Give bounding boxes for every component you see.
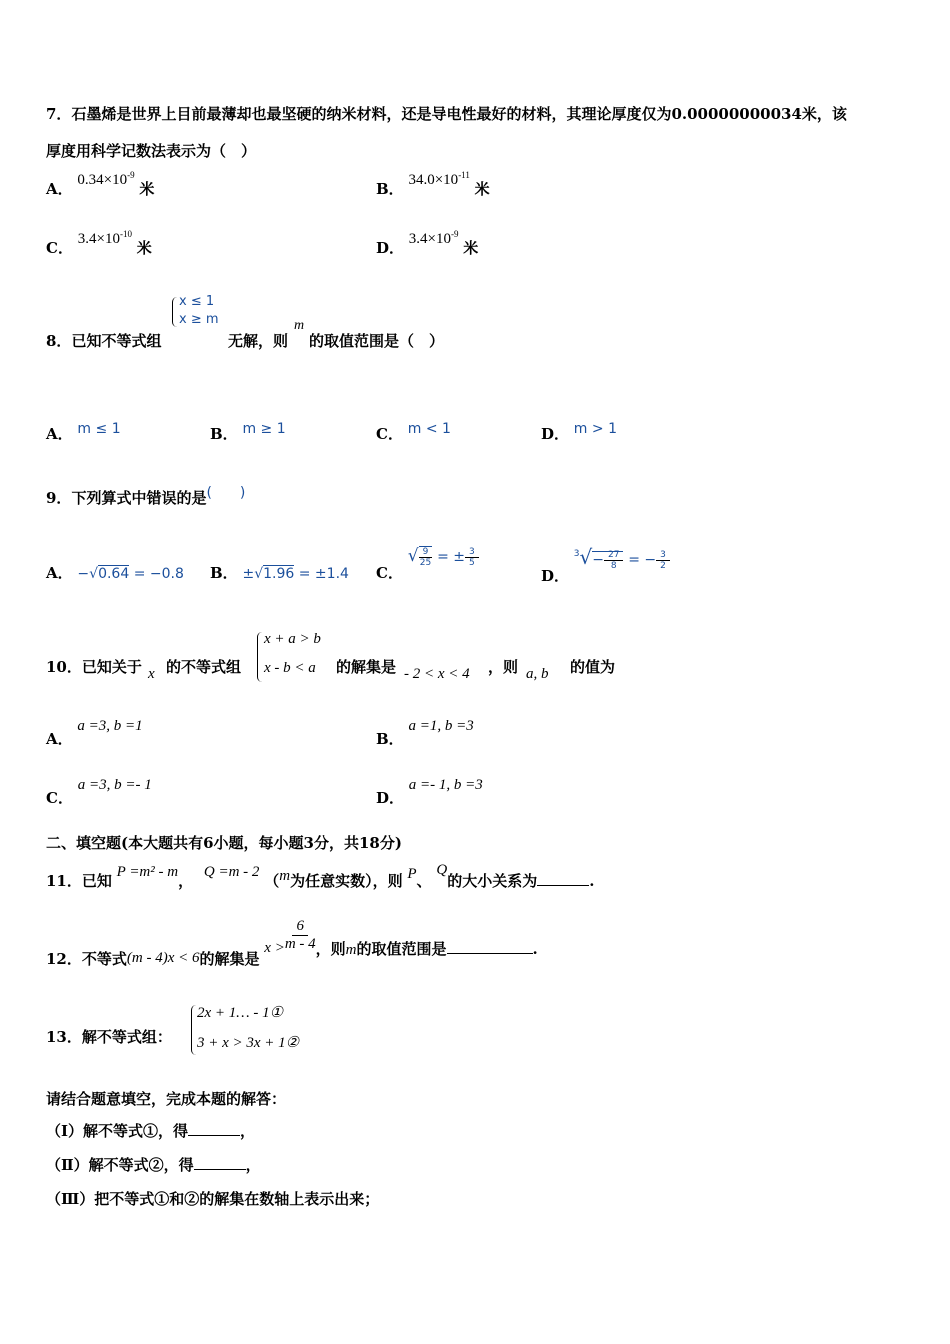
q10-solution: - 2 < x < 4 [404, 666, 470, 682]
q8-system-line2: x ≥ m [179, 312, 219, 327]
q8-post: 的取值范围是（ ） [309, 332, 445, 350]
q10-post1: ，则 [488, 658, 519, 676]
q11: 11．已知 P =m² - m， Q =m - 2 （m为任意实数），则 P、 Q的大小关系为 . [46, 862, 595, 890]
q7-option-b: B． $34.0\times 10^{-11}$ 米 [376, 170, 490, 198]
q7-line2: 厚度用科学记数法表示为（ ） [46, 142, 257, 160]
q13-step2-blank[interactable] [194, 1169, 246, 1170]
q10-option-d: D． a =- 1, b =3 [376, 777, 483, 807]
q13-stem: 13．解不等式组： [46, 1028, 172, 1046]
q8-mid: 无解，则 [228, 332, 289, 350]
q13-step1-blank[interactable] [188, 1135, 240, 1136]
q10-sol-pre: 的解集是 [336, 658, 397, 676]
q8-option-b: B． m ≥ 1 [210, 421, 286, 443]
q10-post2: 的值为 [570, 658, 616, 676]
q10-system-line2: x - b < a [264, 660, 316, 676]
q10-brace [257, 632, 262, 682]
q11-answer-blank[interactable] [537, 885, 589, 886]
q8-option-a: A． m ≤ 1 [46, 421, 121, 443]
q10-var: x [148, 666, 155, 682]
q7-option-c: C． $3.4\times 10^{-10}$ 米 [46, 229, 152, 257]
q8-option-c: C． m < 1 [376, 421, 451, 443]
q7-option-a: A． $0.34\times 10^{-9}$ 米 [46, 170, 155, 198]
q12: 12．不等式(m - 4)x < 6的解集是 x > $\frac{6}{m - 4}$ ，则m的取值范围是 . [46, 918, 538, 968]
q10-system-line1: x + a > b [264, 631, 321, 647]
q8-var: m [294, 318, 305, 333]
q13-instruction: 请结合题意填空，完成本题的解答： [46, 1090, 287, 1108]
q13-system-line1: 2x + 1… - 1① [197, 1005, 284, 1021]
q8-system-line1: x ≤ 1 [179, 294, 215, 309]
q9-option-c: C． √ $\frac{9}{25}$ = ± $\frac{3}{5}$ [376, 545, 479, 568]
q7-line1 [46, 103, 847, 124]
q10-mid: 的不等式组 [166, 658, 242, 676]
q9-option-b: B． ±√1.96 = ±1.4 [210, 564, 349, 582]
q7-text: 石墨烯是世界上目前最薄却也最坚硬的纳米材料，还是导电性最好的材料，其理论厚度仅为0.00000000034米，该 [71, 105, 847, 123]
section-heading: 二、填空题(本大题共有6小题，每小题3分，共18分) [46, 834, 402, 852]
q8-stem: 8．已知不等式组 [46, 332, 162, 350]
q9-option-d: D． $^3$√− $\frac{27}{8}$ = − $\frac{3}{2}$ [541, 545, 670, 571]
q10-stem: 10．已知关于 [46, 658, 142, 676]
q13-step1: （Ⅰ）解不等式①，得 ， [46, 1122, 256, 1140]
q7-number: 7． [46, 105, 72, 123]
q13-system-line2: 3 + x > 3x + 1② [197, 1035, 300, 1051]
q8-brace [172, 297, 177, 327]
q13-brace [191, 1005, 196, 1055]
q12-answer-blank[interactable] [447, 953, 533, 954]
q8-option-d: D． m > 1 [541, 421, 617, 443]
q13-step2: （Ⅱ）解不等式②，得 ， [46, 1156, 261, 1174]
q10-option-b: B． a =1, b =3 [376, 718, 474, 748]
q10-vars: a, b [526, 666, 549, 682]
q10-option-a: A． a =3, b =1 [46, 718, 143, 748]
q13-step3: （Ⅲ）把不等式①和②的解集在数轴上表示出来； [46, 1190, 380, 1208]
q10-option-c: C． a =3, b =- 1 [46, 777, 152, 807]
q9-stem: 9．下列算式中错误的是( ) [46, 485, 246, 507]
q7-option-d: D． $3.4\times 10^{-9}$ 米 [376, 229, 479, 257]
q9-option-a: A． −√0.64 = −0.8 [46, 564, 184, 582]
